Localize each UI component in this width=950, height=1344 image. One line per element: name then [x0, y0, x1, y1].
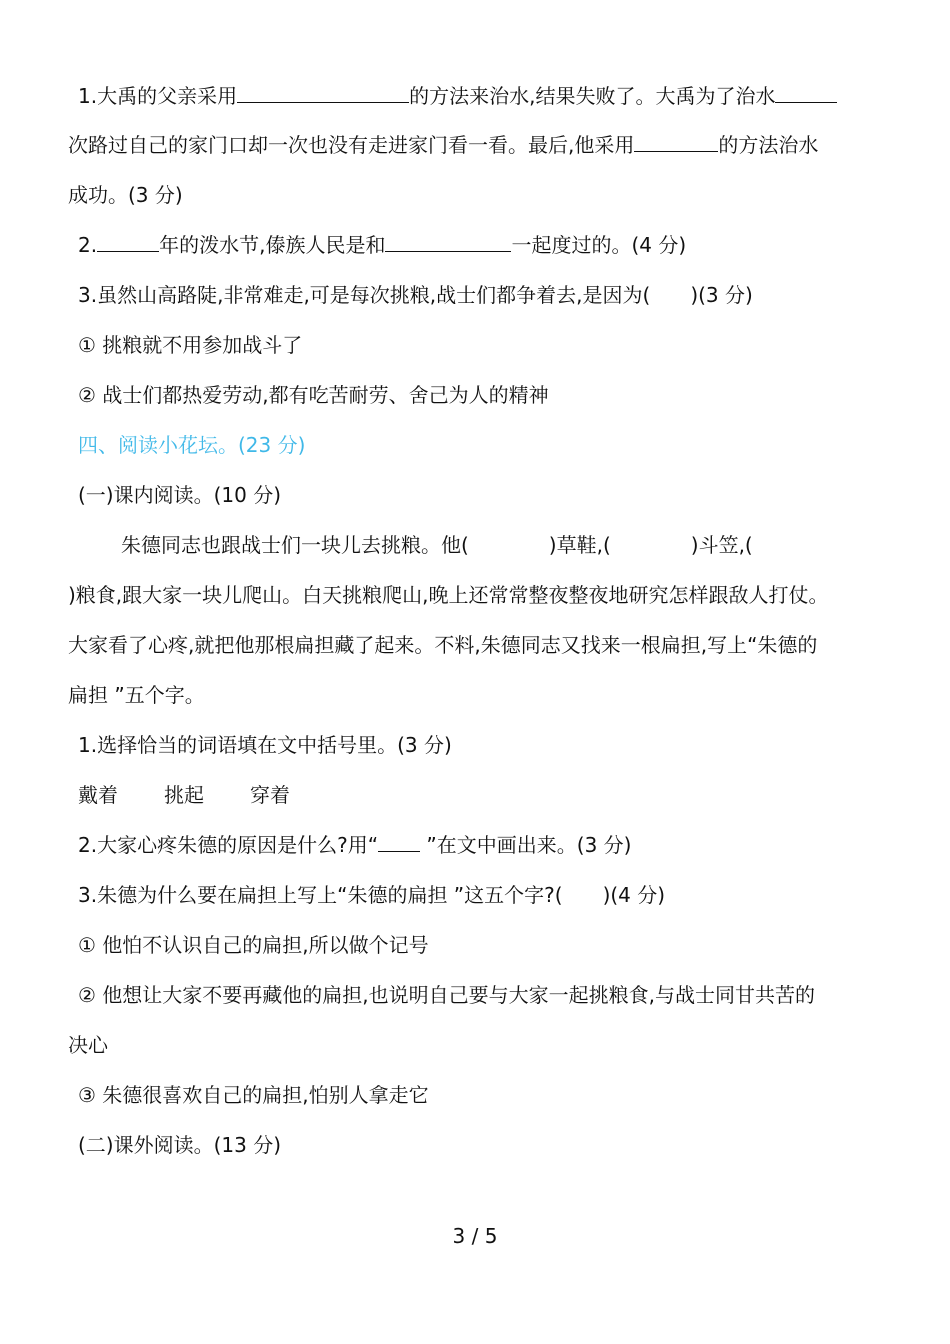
question-1-line-2 [68, 131, 818, 159]
question-2-text-b: 一起度过的。(4 分) [511, 233, 687, 257]
fill-blank[interactable] [97, 231, 159, 252]
question-1-text-a: 1.大禹的父亲采用 [78, 84, 238, 108]
reading-question-3-option-1: ① 他怕不认识自己的扁担,所以做个记号 [78, 933, 429, 957]
underline-sample [378, 831, 420, 852]
part-2-title: (二)课外阅读。(13 分) [78, 1133, 282, 1157]
reading-question-3-option-3: ③ 朱德很喜欢自己的扁担,怕别人拿走它 [78, 1083, 429, 1107]
section-heading: 四、阅读小花坛。(23 分) [78, 433, 306, 457]
question-3-option-1: ① 挑粮就不用参加战斗了 [78, 333, 303, 357]
part-1-title: (一)课内阅读。(10 分) [78, 483, 282, 507]
fill-blank[interactable] [385, 231, 511, 252]
question-1-text-c: 次路过自己的家门口却一次也没有走进家门看一看。最后,他采用 [68, 133, 635, 157]
reading-question-2-text-b: ”在文中画出来。(3 分) [420, 833, 632, 857]
fill-blank[interactable] [634, 131, 718, 152]
page-number: 3 / 5 [452, 1224, 498, 1248]
reading-question-3: 3.朱德为什么要在扁担上写上“朱德的扁担 ”这五个字?( )(4 分) [78, 883, 666, 907]
passage-line-3: 大家看了心疼,就把他那根扁担藏了起来。不料,朱德同志又找来一根扁担,写上“朱德的 [68, 633, 818, 657]
reading-question-2 [78, 831, 631, 859]
word-choices [78, 781, 290, 809]
reading-question-1: 1.选择恰当的词语填在文中括号里。(3 分) [78, 733, 452, 757]
question-1-line-1 [78, 82, 837, 110]
fill-blank[interactable] [775, 82, 837, 103]
passage-line-1: 朱德同志也跟战士们一块儿去挑粮。他( )草鞋,( )斗笠,( [121, 533, 753, 557]
reading-question-3-option-2: ② 他想让大家不要再藏他的扁担,也说明自己要与大家一起挑粮食,与战士同甘共苦的 [78, 983, 816, 1007]
question-2-text-a: 年的泼水节,傣族人民是和 [159, 233, 386, 257]
reading-question-3-option-2-cont: 决心 [68, 1033, 108, 1057]
word-choice: 穿着 [250, 783, 290, 807]
question-1-text-b: 的方法来治水,结果失败了。大禹为了治水 [409, 84, 776, 108]
word-choice: 挑起 [164, 783, 204, 807]
passage-line-4: 扁担 ”五个字。 [68, 683, 205, 707]
question-3-option-2: ② 战士们都热爱劳动,都有吃苦耐劳、舍己为人的精神 [78, 383, 549, 407]
word-choice: 戴着 [78, 783, 118, 807]
question-2 [78, 231, 686, 259]
question-1-text-d: 的方法治水 [718, 133, 819, 157]
fill-blank[interactable] [237, 82, 409, 103]
reading-question-2-text-a: 2.大家心疼朱德的原因是什么?用“ [78, 833, 379, 857]
question-2-number: 2. [78, 233, 98, 257]
question-3-stem: 3.虽然山高路陡,非常难走,可是每次挑粮,战士们都争着去,是因为( )(3 分) [78, 283, 753, 307]
question-1-line-3: 成功。(3 分) [68, 183, 183, 207]
passage-line-2: )粮食,跟大家一块儿爬山。白天挑粮爬山,晚上还常常整夜整夜地研究怎样跟敌人打仗。 [68, 583, 829, 607]
